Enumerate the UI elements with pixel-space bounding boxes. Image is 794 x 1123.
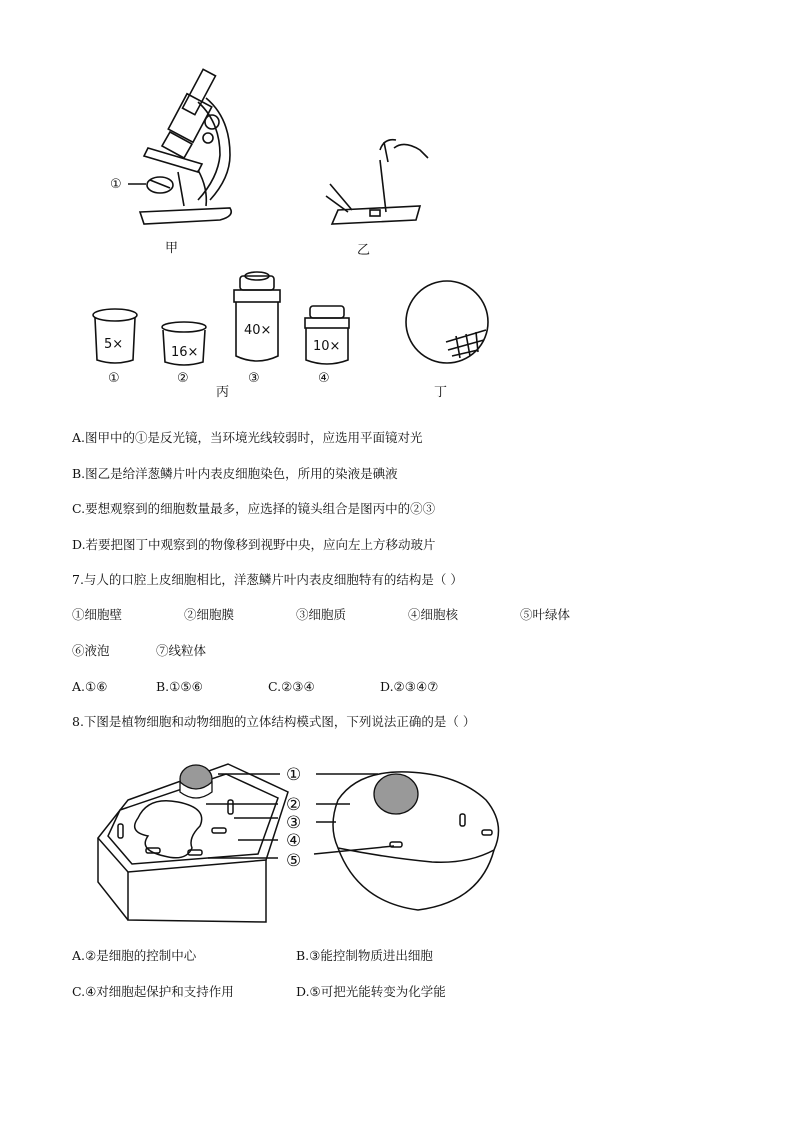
- animal-nucleus: [374, 774, 418, 814]
- cell-label-3: ③: [286, 813, 302, 833]
- label-ding: 丁: [434, 385, 448, 400]
- label-bing: 丙: [216, 385, 230, 400]
- q7-option-a: A.①⑥: [72, 679, 108, 694]
- q8-option-b: B.③能控制物质进出细胞: [296, 948, 433, 963]
- q6-option-a: A.图甲中的①是反光镜，当环境光线较弱时，应选用平面镜对光: [72, 430, 423, 445]
- lens-num-1: ①: [108, 371, 120, 386]
- lens-num-4: ④: [318, 371, 330, 386]
- q8-option-c: C.④对细胞起保护和支持作用: [72, 984, 234, 999]
- lens-mark-1: 5×: [104, 337, 124, 352]
- field-of-view: [406, 281, 488, 363]
- q7-stem: 7.与人的口腔上皮细胞相比，洋葱鳞片叶内表皮细胞特有的结构是（ ）: [72, 572, 463, 587]
- cell-label-5: ⑤: [286, 851, 302, 871]
- lens-mark-3: 40×: [244, 323, 272, 338]
- cell-label-4: ④: [286, 831, 302, 851]
- q7-option-d: D.②③④⑦: [380, 679, 439, 694]
- lens-mark-2: 16×: [171, 345, 199, 360]
- q7-option-b: B.①⑤⑥: [156, 679, 203, 694]
- q8-option-d: D.⑤可把光能转变为化学能: [296, 984, 446, 999]
- lens-5x: [93, 309, 137, 363]
- microscope-figure: [80, 60, 500, 405]
- q8-stem: 8.下图是植物细胞和动物细胞的立体结构模式图，下列说法正确的是（ ）: [72, 714, 476, 729]
- q6-option-c: C.要想观察到的细胞数量最多，应选择的镜头组合是图丙中的②③: [72, 501, 436, 516]
- q7-item: ②细胞膜: [184, 607, 235, 622]
- q7-item: ①细胞壁: [72, 607, 123, 622]
- q7-item: ③细胞质: [296, 607, 347, 622]
- q7-option-c: C.②③④: [268, 679, 315, 694]
- q7-item: ⑦线粒体: [156, 643, 207, 658]
- cell-figure: [88, 752, 518, 927]
- lens-num-3: ③: [248, 371, 260, 386]
- lens-10x: [305, 306, 349, 364]
- q6-option-b: B.图乙是给洋葱鳞片叶内表皮细胞染色，所用的染液是碘液: [72, 466, 398, 481]
- q6-option-d: D.若要把图丁中观察到的物像移到视野中央，应向左上方移动玻片: [72, 537, 436, 552]
- lens-num-2: ②: [177, 371, 189, 386]
- q7-item: ④细胞核: [408, 607, 459, 622]
- label-jia: 甲: [165, 241, 179, 256]
- lens-mark-4: 10×: [313, 339, 341, 354]
- microscope-drawing: [140, 69, 231, 224]
- cell-label-2: ②: [286, 795, 302, 815]
- cell-label-1: ①: [286, 765, 302, 785]
- lens-40x: [234, 272, 280, 361]
- label-yi: 乙: [357, 243, 371, 258]
- marker1-label: ①: [110, 177, 122, 192]
- q8-option-a: A.②是细胞的控制中心: [72, 948, 197, 963]
- q7-item: ⑥液泡: [72, 643, 110, 658]
- staining-drawing: [326, 140, 428, 224]
- q7-item: ⑤叶绿体: [520, 607, 571, 622]
